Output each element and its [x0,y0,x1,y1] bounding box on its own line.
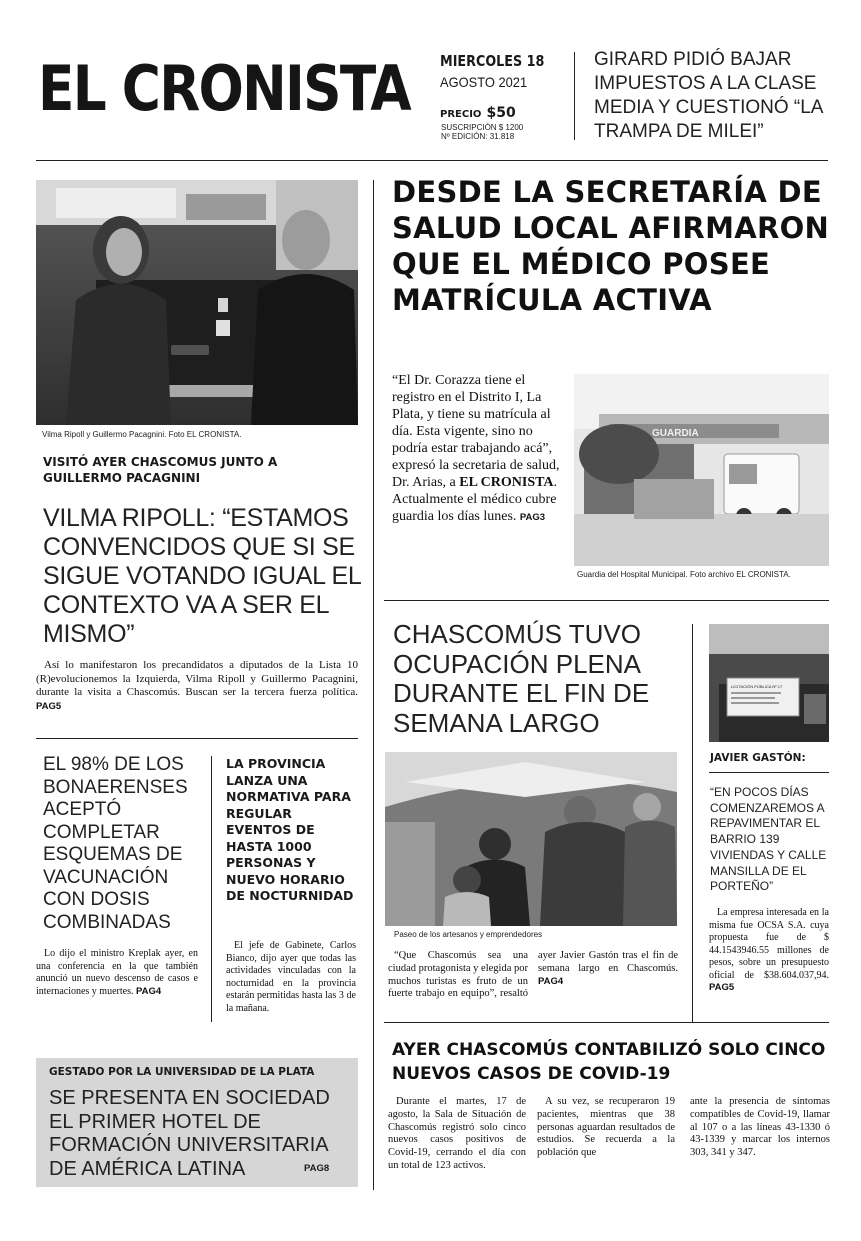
price-value: $50 [486,105,516,121]
right-rule-2 [384,1022,829,1023]
masthead-date: AGOSTO 2021 [440,74,528,90]
ocupacion-photo-caption: Paseo de los artesanos y emprendedores [394,930,543,939]
masthead-day: MIERCOLES 18 [440,52,545,70]
hotel-page[interactable]: PAG8 [304,1163,330,1174]
gaston-photo[interactable] [709,624,829,742]
vacunacion-body [36,948,198,998]
ocupacion-headline[interactable]: CHASCOMÚS TUVO OCUPACIÓN PLENA DURANTE EL FIN DE SEMANA LARGO [393,619,650,738]
masthead-price [440,102,516,121]
gaston-photo-sign: LICITACIÓN PÚBLICA Nº 17 [731,684,783,689]
price-label: PRECIO [440,109,482,120]
ripoll-kicker: VISITÓ AYER CHASCOMUS JUNTO A GUILLERMO PACAGNINI [43,455,278,485]
salud-photo[interactable] [574,374,829,566]
gaston-kicker: JAVIER GASTÓN: [710,752,806,764]
salud-body-brand: EL CRONISTA [459,475,554,490]
ripoll-headline[interactable]: VILMA RIPOLL: “ESTAMOS CONVENCIDOS QUE SI SE SIGUE VOTANDO IGUAL EL CONTEXTO VA A SER EL MISMO” [43,504,361,648]
ocupacion-photo[interactable] [385,752,677,926]
vacunacion-page[interactable]: PAG4 [135,985,162,997]
masthead-edition: Nº EDICIÓN: 31.818 [441,132,515,141]
covid-col-3: ante la presencia de síntomas compatibles de Covid-19, llamar al 107 o a las líneas 43-1330 ó 43-1339 y marcar los internos 303, 341 y 347. [690,1096,830,1159]
gaston-body-text: La empresa interesada en la misma fue OCSA S.A. cuya propuesta fue de $ 44.1543946.55 millones de pesos, sobre un presupuesto oficial de $38.604.037,94. [709,907,829,981]
ripoll-photo[interactable] [36,180,358,425]
ripoll-body-text: Así lo manifestaron los precandidatos a diputados de la Lista 10 (R)evolucionemos la Izquierda, Vilma Ripoll y Guillermo Pacagnini, durante la visita a Chascomús. Buscan ser la tercera fuerza política. [36,659,358,698]
left-col-divider [211,756,212,1022]
ocupacion-photo-image [385,752,677,926]
salud-headline[interactable]: DESDE LA SECRETARÍA DE SALUD LOCAL AFIRMARON QUE EL MÉDICO POSEE MATRÍCULA ACTIVA [392,175,830,317]
masthead-divider [574,52,575,140]
salud-photo-image [574,374,829,566]
covid-col-2: A su vez, se recuperaron 19 pacientes, mientras que 38 personas aguardan resultados de estudios. Se recuerda a la población que [537,1096,675,1159]
vacunacion-headline[interactable]: EL 98% DE LOS BONAERENSES ACEPTÓ COMPLETAR ESQUEMAS DE VACUNACIÓN CON DOSIS COMBINADAS [43,754,188,933]
hotel-headline: SE PRESENTA EN SOCIEDAD EL PRIMER HOTEL DE FORMACIÓN UNIVERSITARIA DE AMÉRICA LATINA [49,1087,330,1180]
hotel-kicker: GESTADO POR LA UNIVERSIDAD DE LA PLATA [49,1066,315,1078]
ocupacion-body [388,950,678,1001]
ocupacion-body-text: “Que Chascomús sea una ciudad protagonista y elegida por muchos turistas es fruto de un fuerte trabajo en equipo”, resaltó ayer Javier Gastón tras el fin de semana largo en Chascomús. [388,950,678,1000]
right-col-divider [692,624,693,1022]
masthead-logo: EL CRONISTA [38,52,410,125]
masthead-rule [36,160,828,161]
covid-headline[interactable]: AYER CHASCOMÚS CONTABILIZÓ SOLO CINCO NUEVOS CASOS DE COVID-19 [392,1040,826,1084]
salud-photo-sign: GUARDIA [652,428,699,439]
ripoll-page[interactable]: PAG5 [36,700,62,712]
main-col-divider [373,180,374,1190]
salud-body [392,372,564,526]
salud-body-1: “El Dr. Corazza tiene el registro en el Distrito I, La Plata, y tiene su matrícula al día. Esta vigente, sino no podría estar trabajando acá”, expresó la secretaria de salud, Dr. Arias, a [392,373,560,490]
salud-body-2: . Actualmente el médico cubre guardia los días lunes. [392,475,558,524]
gaston-body [709,907,829,995]
ripoll-body [36,659,358,713]
salud-photo-caption: Guardia del Hospital Municipal. Foto archivo EL CRONISTA. [577,570,791,579]
ripoll-photo-caption: Vilma Ripoll y Guillermo Pacagnini. Foto EL CRONISTA. [42,430,242,439]
masthead-subscription: SUSCRIPCIÓN $ 1200 [441,123,524,132]
vacunacion-body-text: Lo dijo el ministro Kreplak ayer, en una conferencia en la que también anunció un nuevo descenso de casos e internaciones y muertes. [36,948,198,997]
provincia-body: El jefe de Gabinete, Carlos Bianco, dijo ayer que todas las actividades vinculadas con la nocturnidad en la provincia estarán permitidas hasta las 3 de la mañana. [226,940,356,1014]
right-rule-1 [384,600,829,601]
hotel-box[interactable] [36,1058,358,1187]
gaston-rule [709,772,829,773]
gaston-page[interactable]: PAG5 [709,982,735,993]
gaston-quote[interactable]: “EN POCOS DÍAS COMENZAREMOS A REPAVIMENTAR EL BARRIO 139 VIVIENDAS Y CALLE MANSILLA DE EL PORTEÑO” [710,785,827,894]
salud-page[interactable]: PAG3 [519,512,546,523]
masthead-teaser[interactable]: GIRARD PIDIÓ BAJAR IMPUESTOS A LA CLASE MEDIA Y CUESTIONÓ “LA TRAMPA DE MILEI” [594,49,823,142]
left-rule-1 [36,738,358,739]
gaston-photo-image [709,624,829,742]
ocupacion-page[interactable]: PAG4 [538,975,564,987]
ripoll-photo-image [36,180,358,425]
provincia-headline[interactable]: LA PROVINCIA LANZA UNA NORMATIVA PARA REGULAR EVENTOS DE HASTA 1000 PERSONAS Y NUEVO HORARIO DE NOCTURNIDAD [226,756,354,903]
covid-col-1: Durante el martes, 17 de agosto, la Sala de Situación de Chascomús registró solo cinco nuevos casos positivos de Covid-19, cerrando el día con un total de 123 activos. [388,1096,526,1171]
